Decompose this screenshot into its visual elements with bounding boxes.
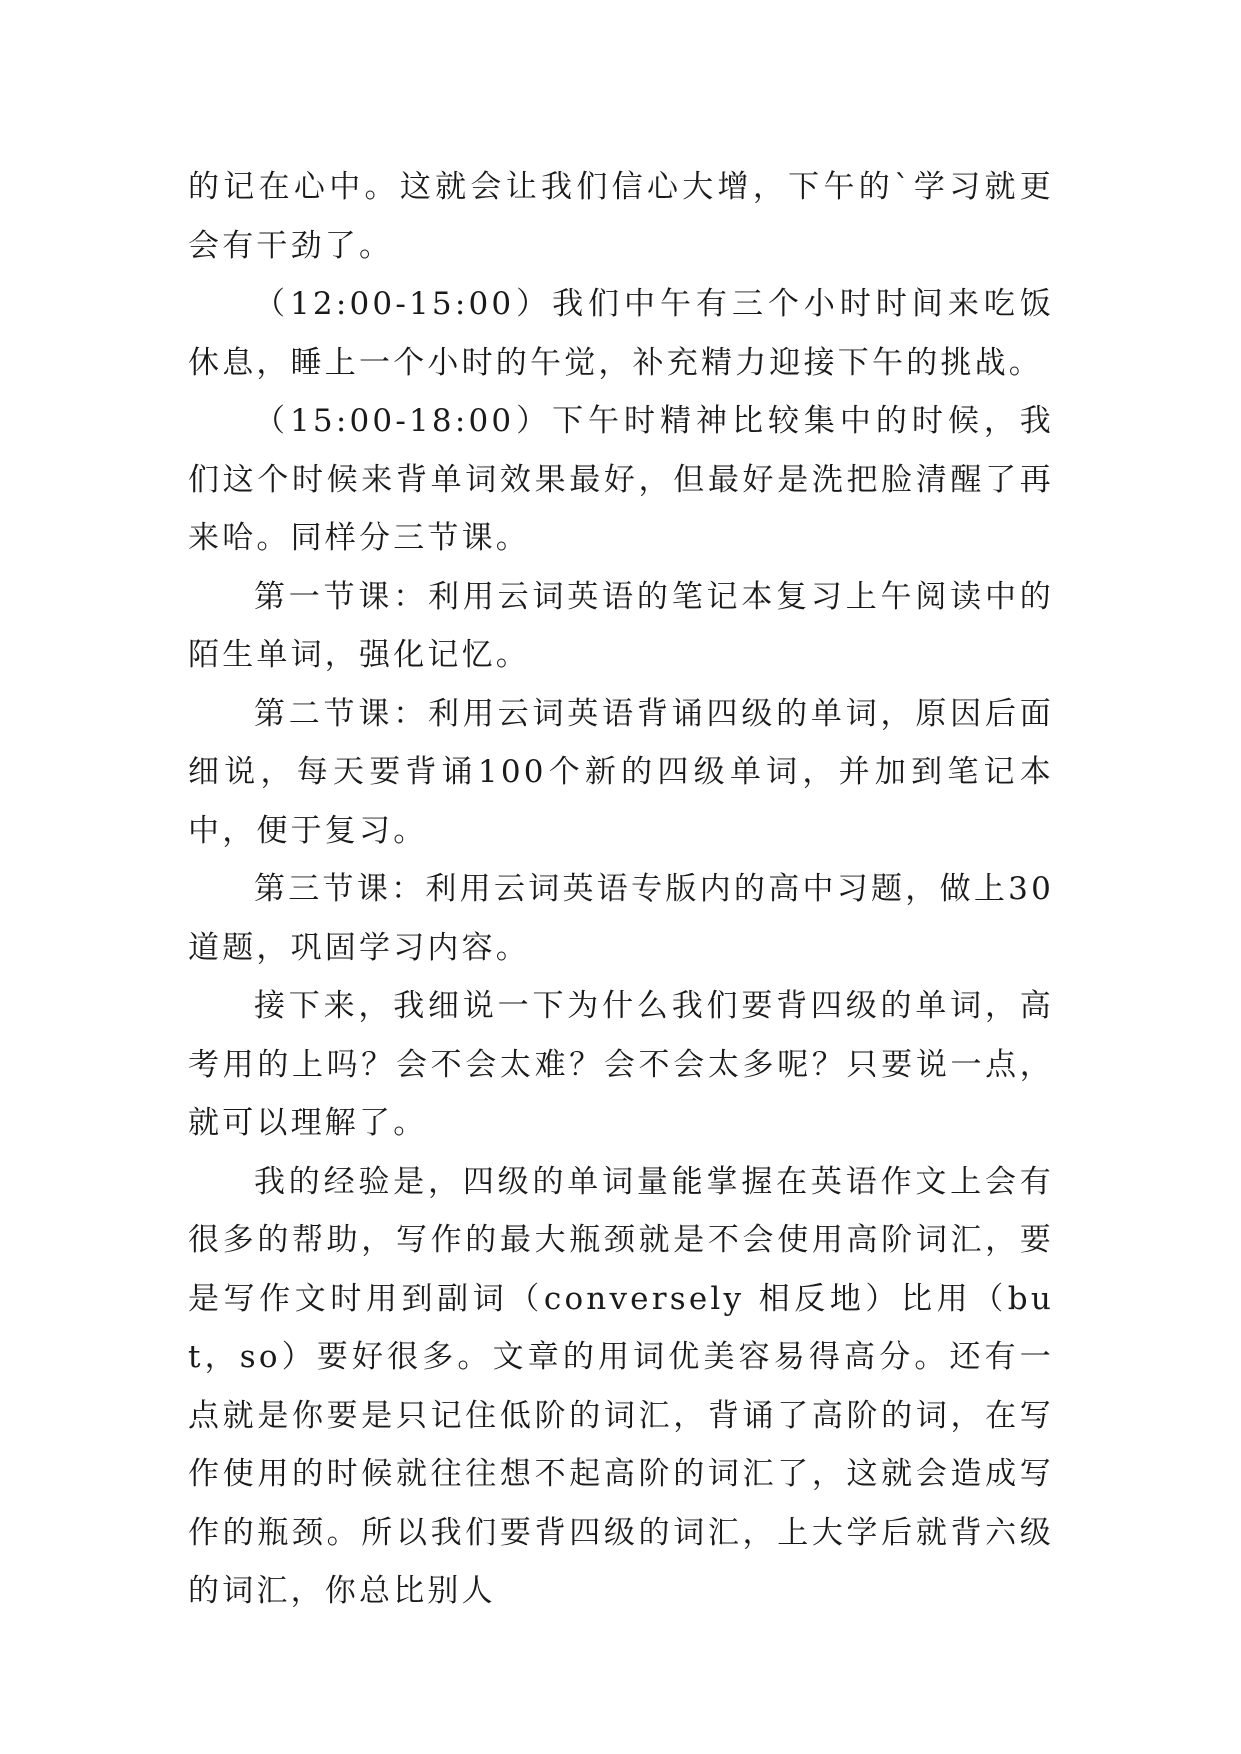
paragraph-4: 第一节课：利用云词英语的笔记本复习上午阅读中的陌生单词，强化记忆。 [188,578,1054,673]
paragraph-8: 我的经验是，四级的单词量能掌握在英语作文上会有很多的帮助，写作的最大瓶颈就是不会使用高阶词汇，要是写作文时用到副词（conversely 相反地）比用（but，so）要好很多。文章的用词优美容易得高分。还有一点就是你要是只记住低阶的词汇，背诵了高阶的词，在写作使用的时候就往往想不起高阶的词汇了，这就会造成写作的瓶颈。所以我们要背四级的词汇，上大学后就背六级的词汇，你总比别人 [188,1163,1054,1609]
paragraph-3: （15:00-18:00）下午时精神比较集中的时候，我们这个时候来背单词效果最好，但最好是洗把脸清醒了再来哈。同样分三节课。 [188,403,1054,556]
paragraph-2: （12:00-15:00）我们中午有三个小时时间来吃饭休息，睡上一个小时的午觉，补充精力迎接下午的挑战。 [188,286,1054,381]
paragraph-6: 第三节课：利用云词英语专版内的高中习题，做上30道题，巩固学习内容。 [188,871,1054,966]
paragraph-5: 第二节课：利用云词英语背诵四级的单词，原因后面细说，每天要背诵100个新的四级单词，并加到笔记本中，便于复习。 [188,695,1054,849]
paragraph-1: 的记在心中。这就会让我们信心大增，下午的`学习就更会有干劲了。 [188,169,1054,264]
paragraph-7: 接下来，我细说一下为什么我们要背四级的单词，高考用的上吗？会不会太难？会不会太多呢？只要说一点，就可以理解了。 [188,988,1054,1141]
document-body [188,158,1054,1621]
